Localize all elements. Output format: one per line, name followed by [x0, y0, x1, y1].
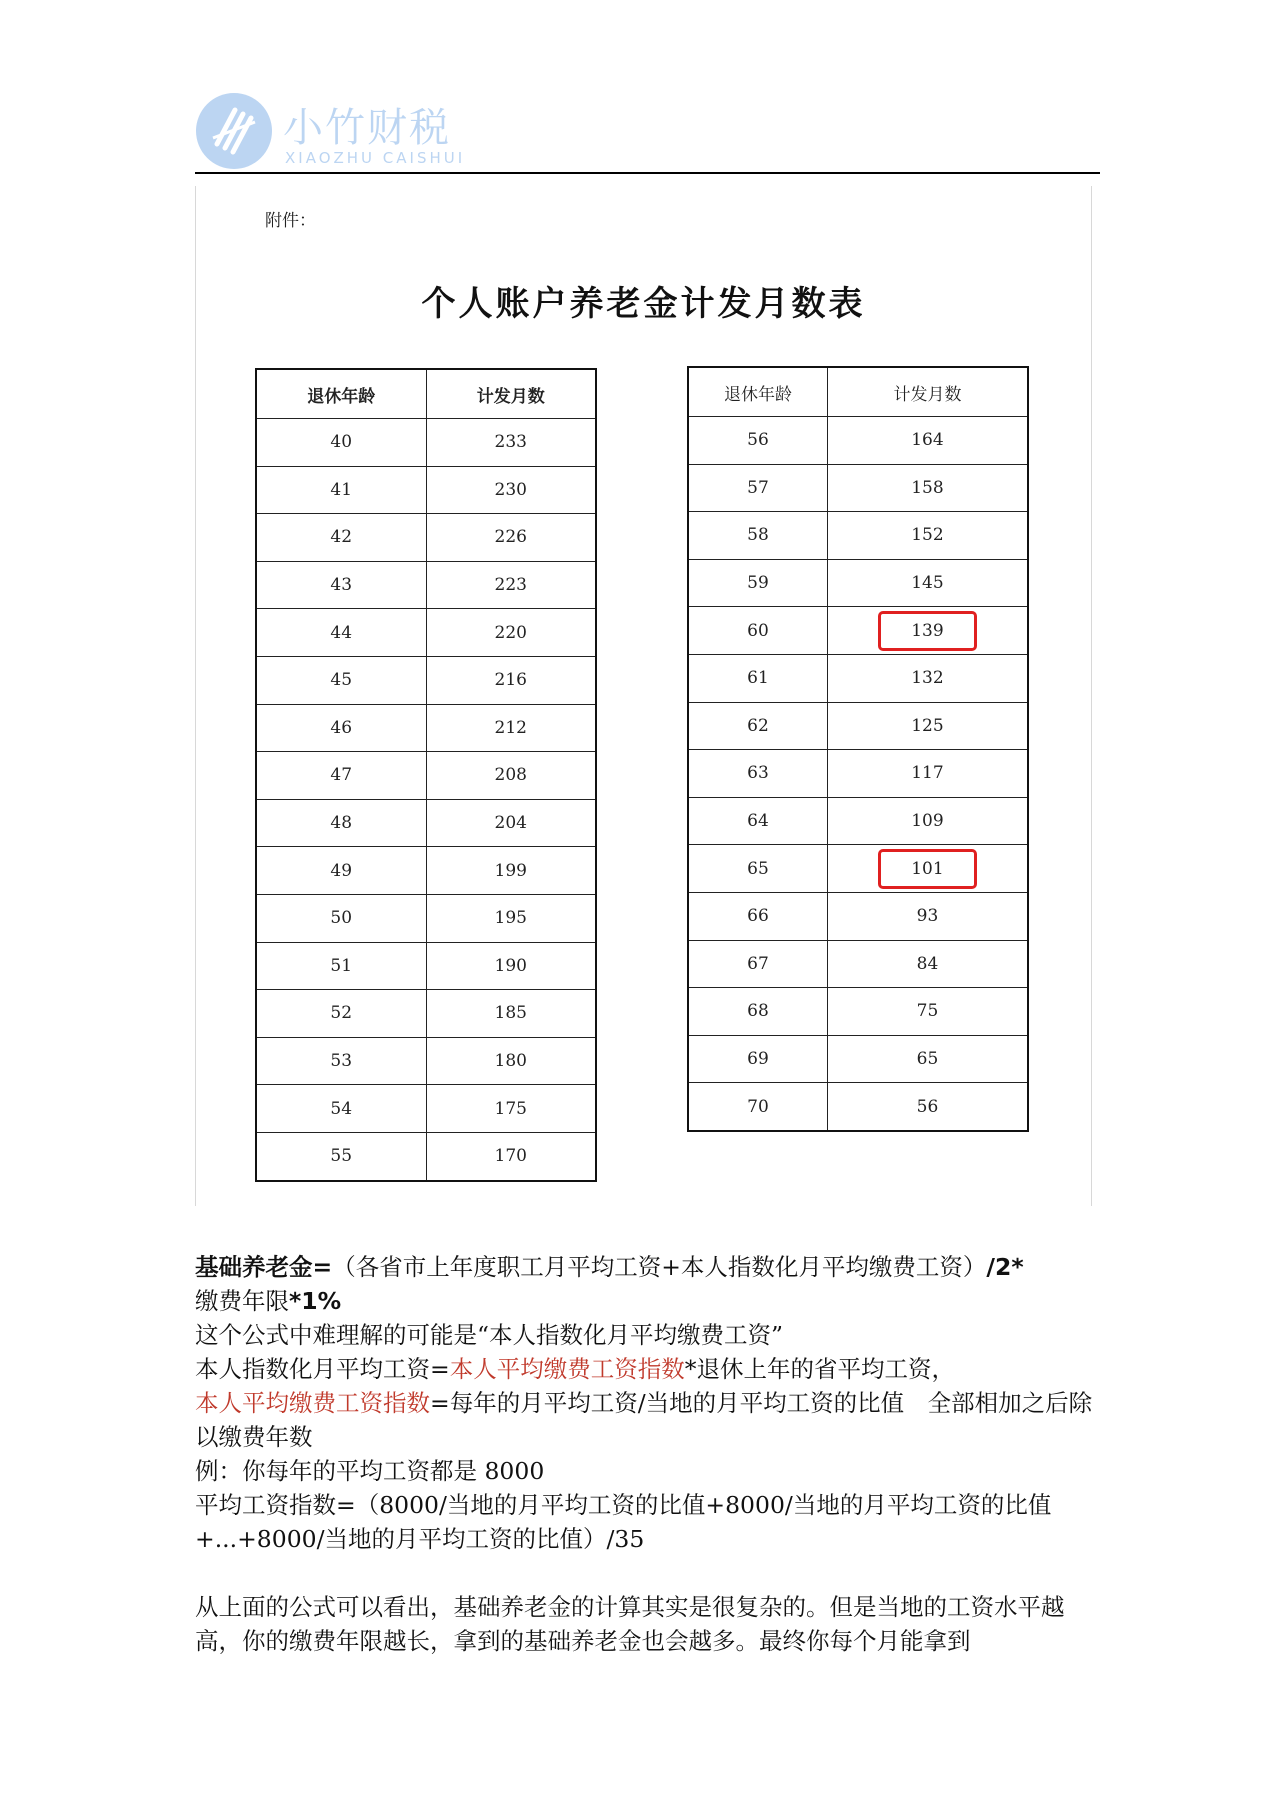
- cell-months: 170: [426, 1132, 596, 1180]
- cell-age: 45: [256, 656, 426, 704]
- cell-age: 65: [688, 845, 827, 893]
- text-span: *退休上年的省平均工资，: [684, 1355, 955, 1383]
- cell-age: 43: [256, 561, 426, 609]
- attachment-label: 附件：: [265, 211, 316, 231]
- cell-months: 56: [827, 1083, 1028, 1131]
- cell-age: 48: [256, 799, 426, 847]
- cell-age: 41: [256, 466, 426, 514]
- cell-age: 60: [688, 607, 827, 655]
- text-span: 本人指数化月平均工资=: [195, 1355, 450, 1383]
- highlight-box: 101: [878, 849, 976, 889]
- table-row: [688, 607, 1028, 655]
- cell-months: [827, 845, 1028, 893]
- cell-months: 75: [827, 988, 1028, 1036]
- cell-age: 69: [688, 1035, 827, 1083]
- table-row: [688, 988, 1028, 1036]
- table-row: [688, 750, 1028, 798]
- column-header-age: 退休年龄: [256, 369, 426, 419]
- paragraph: 从上面的公式可以看出，基础养老金的计算其实是很复杂的。但是当地的工资水平越高，你的缴费年限越长，拿到的基础养老金也会越多。最终你每个月能拿到: [195, 1593, 1065, 1655]
- paragraph: 例：你每年的平均工资都是 8000: [195, 1457, 545, 1485]
- cell-months: 212: [426, 704, 596, 752]
- formula-divisor: /2*: [986, 1253, 1024, 1281]
- table-row: [256, 704, 596, 752]
- cell-months: [827, 607, 1028, 655]
- header: [195, 92, 1095, 172]
- cell-age: 57: [688, 464, 827, 512]
- cell-months: 164: [827, 417, 1028, 465]
- table-row: [688, 654, 1028, 702]
- formula-label: 基础养老金=: [195, 1253, 333, 1281]
- text-span: =每年的月平均工资/当地的月平均工资的比值 全部相加之后除以缴费年数: [195, 1389, 1093, 1451]
- scan-edge-left: [195, 186, 196, 1206]
- cell-age: 47: [256, 752, 426, 800]
- table-row: [256, 894, 596, 942]
- column-header-months: 计发月数: [827, 367, 1028, 417]
- cell-age: 59: [688, 559, 827, 607]
- formula-paragraph: [195, 1250, 1110, 1318]
- table-row: [256, 656, 596, 704]
- scan-edge-right: [1091, 186, 1092, 1206]
- table-row: [688, 940, 1028, 988]
- pension-table-left: [255, 368, 597, 1182]
- table-row: [256, 561, 596, 609]
- formula-rate: *1%: [289, 1287, 342, 1315]
- cell-months: 125: [827, 702, 1028, 750]
- cell-months: 132: [827, 654, 1028, 702]
- table-row: [688, 892, 1028, 940]
- table-row: [256, 419, 596, 467]
- cell-months: 158: [827, 464, 1028, 512]
- table-row: [688, 702, 1028, 750]
- table-row: [688, 559, 1028, 607]
- cell-age: 55: [256, 1132, 426, 1180]
- cell-age: 63: [688, 750, 827, 798]
- cell-months: 220: [426, 609, 596, 657]
- cell-age: 50: [256, 894, 426, 942]
- table-header-row: [688, 367, 1028, 417]
- table-row: [688, 1083, 1028, 1131]
- logo-subtitle: XIAOZHU CAISHUI: [285, 149, 466, 167]
- paragraph: [195, 1352, 1110, 1386]
- formula-years: 缴费年限: [195, 1287, 289, 1315]
- cell-age: 44: [256, 609, 426, 657]
- header-divider: [195, 172, 1100, 174]
- formula-text: （各省市上年度职工月平均工资+本人指数化月平均缴费工资）: [332, 1253, 987, 1281]
- document-title: 个人账户养老金计发月数表: [421, 284, 866, 324]
- logo-text: 小竹财税: [283, 105, 451, 151]
- table-row: [256, 1132, 596, 1180]
- pension-table-right: [687, 366, 1029, 1132]
- cell-age: 61: [688, 654, 827, 702]
- table-row: [688, 1035, 1028, 1083]
- table-row: [688, 797, 1028, 845]
- cell-age: 42: [256, 514, 426, 562]
- cell-age: 66: [688, 892, 827, 940]
- cell-months: 226: [426, 514, 596, 562]
- table-row: [256, 990, 596, 1038]
- table-row: [256, 847, 596, 895]
- table-row: [256, 799, 596, 847]
- table-row: [256, 1037, 596, 1085]
- cell-age: 67: [688, 940, 827, 988]
- cell-months: 84: [827, 940, 1028, 988]
- cell-age: 49: [256, 847, 426, 895]
- table-row: [688, 417, 1028, 465]
- cell-age: 64: [688, 797, 827, 845]
- table-row: [256, 466, 596, 514]
- highlight-text: 本人平均缴费工资指数: [449, 1355, 685, 1383]
- spacer: [195, 1556, 1110, 1590]
- cell-age: 70: [688, 1083, 827, 1131]
- cell-months: 230: [426, 466, 596, 514]
- cell-months: 195: [426, 894, 596, 942]
- cell-months: 223: [426, 561, 596, 609]
- cell-months: 204: [426, 799, 596, 847]
- cell-months: 185: [426, 990, 596, 1038]
- column-header-age: 退休年龄: [688, 367, 827, 417]
- logo-bamboo-icon: [195, 92, 273, 170]
- cell-months: 233: [426, 419, 596, 467]
- cell-months: 208: [426, 752, 596, 800]
- article-body: [195, 1250, 1110, 1658]
- cell-months: 190: [426, 942, 596, 990]
- table-row: [688, 512, 1028, 560]
- cell-months: 65: [827, 1035, 1028, 1083]
- cell-age: 46: [256, 704, 426, 752]
- table-row: [256, 1085, 596, 1133]
- cell-months: 199: [426, 847, 596, 895]
- table-row: [688, 464, 1028, 512]
- table-header-row: [256, 369, 596, 419]
- table-row: [688, 845, 1028, 893]
- cell-age: 51: [256, 942, 426, 990]
- cell-age: 53: [256, 1037, 426, 1085]
- table-row: [256, 942, 596, 990]
- cell-age: 62: [688, 702, 827, 750]
- cell-months: 117: [827, 750, 1028, 798]
- cell-age: 68: [688, 988, 827, 1036]
- cell-age: 54: [256, 1085, 426, 1133]
- highlight-text: 本人平均缴费工资指数: [195, 1389, 430, 1417]
- cell-months: 152: [827, 512, 1028, 560]
- cell-age: 40: [256, 419, 426, 467]
- cell-age: 52: [256, 990, 426, 1038]
- cell-months: 180: [426, 1037, 596, 1085]
- cell-months: 216: [426, 656, 596, 704]
- cell-age: 58: [688, 512, 827, 560]
- cell-months: 175: [426, 1085, 596, 1133]
- cell-months: 145: [827, 559, 1028, 607]
- column-header-months: 计发月数: [426, 369, 596, 419]
- paragraph: [195, 1386, 1110, 1454]
- table-row: [256, 752, 596, 800]
- cell-months: 93: [827, 892, 1028, 940]
- table-row: [256, 609, 596, 657]
- cell-age: 56: [688, 417, 827, 465]
- scanned-document: [195, 186, 1092, 1206]
- paragraph: 平均工资指数=（8000/当地的月平均工资的比值+8000/当地的月平均工资的比值+...+8000/当地的月平均工资的比值）/35: [195, 1491, 1052, 1553]
- highlight-box: 139: [878, 611, 976, 651]
- paragraph: 这个公式中难理解的可能是“本人指数化月平均缴费工资”: [195, 1321, 784, 1349]
- cell-months: 109: [827, 797, 1028, 845]
- table-row: [256, 514, 596, 562]
